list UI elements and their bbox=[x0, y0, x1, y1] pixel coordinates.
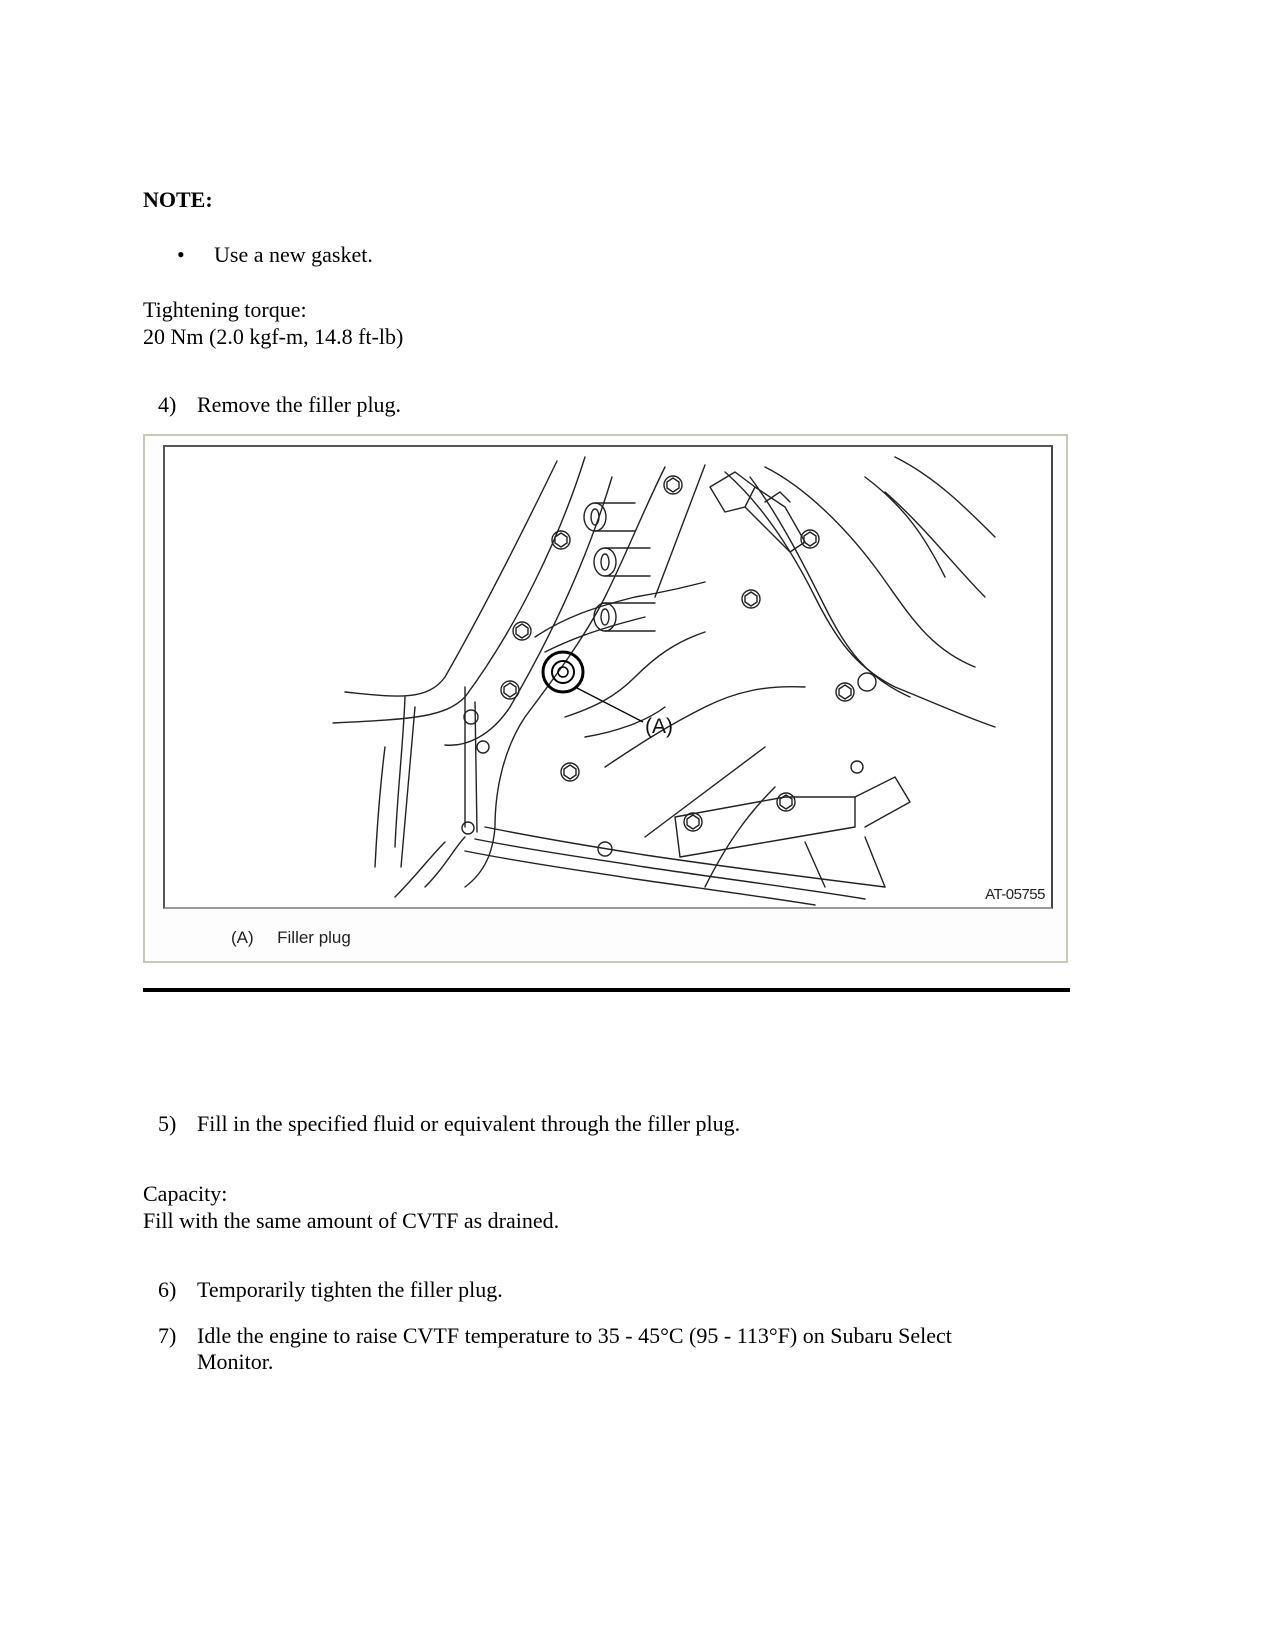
torque-label: Tightening torque: bbox=[143, 297, 307, 322]
step-text-continued: Monitor. bbox=[197, 1349, 274, 1374]
figure-caption bbox=[231, 928, 351, 948]
note-heading: NOTE: bbox=[143, 187, 213, 212]
step-number: 5) bbox=[158, 1111, 177, 1136]
transmission-drawing bbox=[165, 447, 1051, 907]
torque-value: 20 Nm (2.0 kgf-m, 14.8 ft-lb) bbox=[143, 324, 404, 349]
note-bullet-text: Use a new gasket. bbox=[214, 242, 373, 267]
caption-text: Filler plug bbox=[277, 928, 351, 947]
callout-label: (A) bbox=[645, 715, 673, 738]
figure-frame bbox=[143, 434, 1068, 963]
filler-plug-mark bbox=[543, 652, 643, 722]
step-text: Temporarily tighten the filler plug. bbox=[197, 1277, 503, 1302]
horizontal-rule bbox=[143, 988, 1070, 992]
caption-key: (A) bbox=[231, 928, 254, 947]
capacity-label: Capacity: bbox=[143, 1181, 228, 1206]
step-text: Remove the filler plug. bbox=[197, 392, 402, 417]
figure-id: AT-05755 bbox=[985, 886, 1045, 903]
capacity-value: Fill with the same amount of CVTF as drained. bbox=[143, 1208, 560, 1233]
step-number: 7) bbox=[158, 1323, 177, 1348]
bullet-icon: • bbox=[177, 242, 185, 267]
step-number: 4) bbox=[158, 392, 177, 417]
figure-image-area bbox=[163, 445, 1053, 909]
step-text: Idle the engine to raise CVTF temperature to 35 - 45°C (95 - 113°F) on Subaru Select bbox=[197, 1323, 952, 1348]
step-text: Fill in the specified fluid or equivalent through the filler plug. bbox=[197, 1111, 741, 1136]
step-number: 6) bbox=[158, 1277, 177, 1302]
